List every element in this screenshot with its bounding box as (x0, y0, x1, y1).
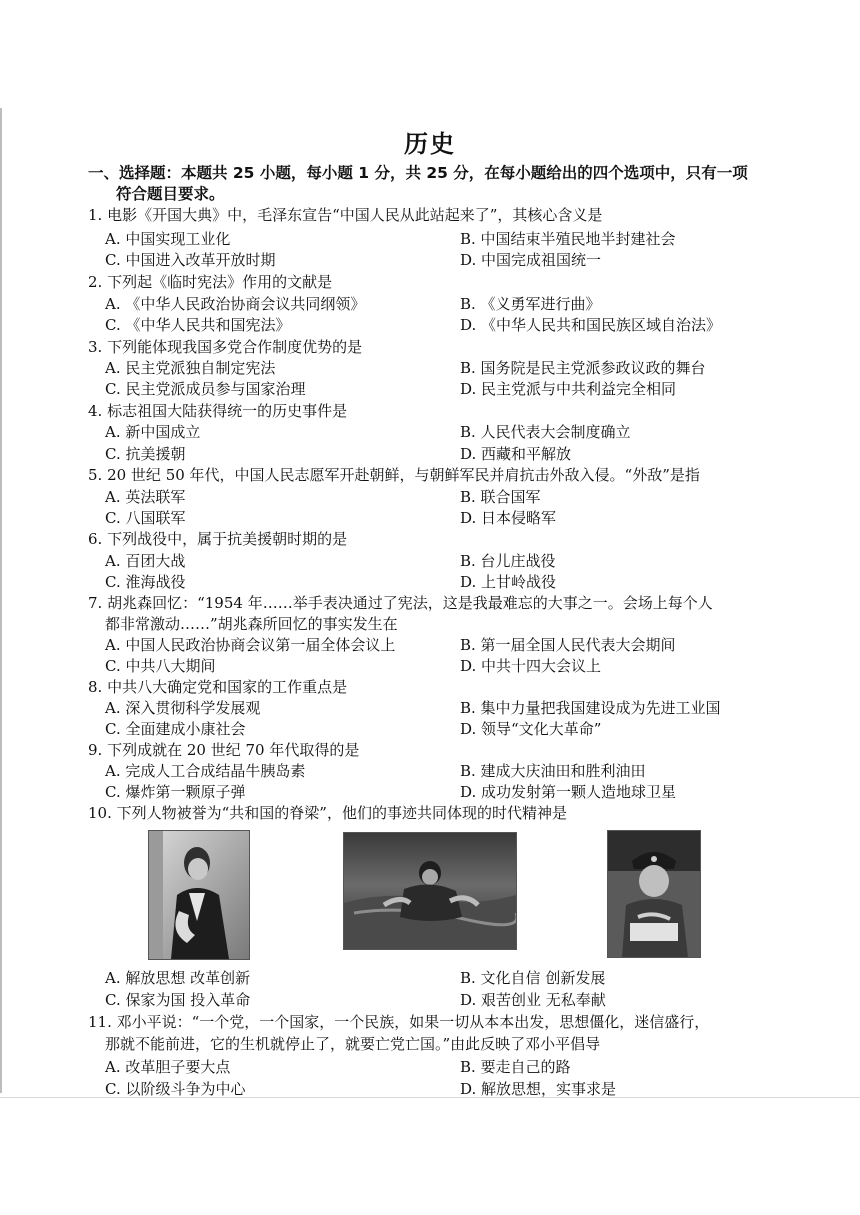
q10-option-d: D. 艰苦创业 无私奉献 (460, 991, 606, 1009)
section-heading (88, 163, 808, 205)
scan-edge (0, 108, 2, 1093)
q8-option-c: C. 全面建成小康社会 (105, 720, 246, 738)
swamp-worker-photo-image (344, 833, 516, 949)
q6-option-d: D. 上甘岭战役 (460, 573, 557, 591)
question-4-stem: 4. 标志祖国大陆获得统一的历史事件是 (88, 402, 348, 420)
q8-option-d: D. 领导“文化大革命” (460, 720, 602, 738)
q1-option-a: A. 中国实现工业化 (105, 230, 231, 248)
portrait-photo-3 (607, 830, 701, 958)
q1-option-b: B. 中国结束半殖民地半封建社会 (460, 230, 676, 248)
q9-option-d: D. 成功发射第一颗人造地球卫星 (460, 783, 677, 801)
q3-option-c: C. 民主党派成员参与国家治理 (105, 380, 306, 398)
q4-option-d: D. 西藏和平解放 (460, 445, 572, 463)
q6-option-c: C. 淮海战役 (105, 573, 186, 591)
q6-option-a: A. 百团大战 (105, 552, 186, 570)
q9-option-a: A. 完成人工合成结晶牛胰岛素 (105, 762, 306, 780)
q2-option-a: A. 《中华人民政治协商会议共同纲领》 (105, 295, 366, 313)
portrait-photo-1-image (149, 831, 249, 959)
q1-option-c: C. 中国进入改革开放时期 (105, 251, 276, 269)
question-2-stem: 2. 下列起《临时宪法》作用的文献是 (88, 273, 333, 291)
q11-option-a: A. 改革胆子要大点 (105, 1058, 231, 1076)
question-11-stem: 11. 邓小平说：“一个党，一个国家，一个民族，如果一切从本本出发，思想僵化，迷信盛行， (88, 1013, 710, 1031)
question-7-stem-cont: 都非常激动……”胡兆森所回忆的事实发生在 (105, 615, 398, 633)
q10-option-a: A. 解放思想 改革创新 (105, 969, 251, 987)
question-6-stem: 6. 下列战役中，属于抗美援朝时期的是 (88, 530, 348, 548)
q6-option-b: B. 台儿庄战役 (460, 552, 556, 570)
q7-option-a: A. 中国人民政治协商会议第一届全体会议上 (105, 636, 396, 654)
q7-option-b: B. 第一届全国人民代表大会期间 (460, 636, 676, 654)
section-heading-line1: 一、选择题：本题共 25 小题，每小题 1 分，共 25 分，在每小题给出的四个选项中，只有一项 (88, 164, 748, 182)
q5-option-b: B. 联合国军 (460, 488, 541, 506)
question-10-stem: 10. 下列人物被誉为“共和国的脊梁”，他们的事迹共同体现的时代精神是 (88, 804, 567, 822)
q2-option-d: D. 《中华人民共和国民族区域自治法》 (460, 316, 722, 334)
q8-option-b: B. 集中力量把我国建设成为先进工业国 (460, 699, 721, 717)
q7-option-c: C. 中共八大期间 (105, 657, 216, 675)
q8-option-a: A. 深入贯彻科学发展观 (105, 699, 261, 717)
q9-option-b: B. 建成大庆油田和胜利油田 (460, 762, 646, 780)
question-7-stem: 7. 胡兆森回忆：“1954 年……举手表决通过了宪法，这是我最难忘的大事之一。会场上每个人 (88, 594, 713, 612)
q5-option-c: C. 八国联军 (105, 509, 186, 527)
q9-option-c: C. 爆炸第一颗原子弹 (105, 783, 246, 801)
q3-option-d: D. 民主党派与中共利益完全相同 (460, 380, 677, 398)
question-3-stem: 3. 下列能体现我国多党合作制度优势的是 (88, 338, 363, 356)
swamp-worker-photo (343, 832, 517, 950)
q11-option-c: C. 以阶级斗争为中心 (105, 1080, 246, 1098)
q5-option-d: D. 日本侵略军 (460, 509, 557, 527)
question-9-stem: 9. 下列成就在 20 世纪 70 年代取得的是 (88, 741, 360, 759)
page-title: 历史 (404, 130, 456, 158)
q4-option-a: A. 新中国成立 (105, 423, 201, 441)
question-11-stem-cont: 那就不能前进，它的生机就停止了，就要亡党亡国。”由此反映了邓小平倡导 (105, 1035, 601, 1053)
question-8-stem: 8. 中共八大确定党和国家的工作重点是 (88, 678, 348, 696)
q11-option-b: B. 要走自己的路 (460, 1058, 571, 1076)
q11-option-d: D. 解放思想，实事求是 (460, 1080, 617, 1098)
portrait-photo-1 (148, 830, 250, 960)
section-heading-line2: 符合题目要求。 (116, 185, 225, 203)
q10-option-c: C. 保家为国 投入革命 (105, 991, 251, 1009)
q2-option-c: C. 《中华人民共和国宪法》 (105, 316, 291, 334)
question-1-stem: 1. 电影《开国大典》中，毛泽东宣告“中国人民从此站起来了”，其核心含义是 (88, 206, 603, 224)
q3-option-b: B. 国务院是民主党派参政议政的舞台 (460, 359, 706, 377)
q1-option-d: D. 中国完成祖国统一 (460, 251, 602, 269)
q4-option-b: B. 人民代表大会制度确立 (460, 423, 631, 441)
q7-option-d: D. 中共十四大会议上 (460, 657, 602, 675)
q5-option-a: A. 英法联军 (105, 488, 186, 506)
q4-option-c: C. 抗美援朝 (105, 445, 186, 463)
q3-option-a: A. 民主党派独自制定宪法 (105, 359, 276, 377)
q2-option-b: B. 《义勇军进行曲》 (460, 295, 601, 313)
portrait-photo-3-image (608, 831, 700, 957)
question-5-stem: 5. 20 世纪 50 年代，中国人民志愿军开赴朝鲜，与朝鲜军民并肩抗击外敌入侵。“外敌”是指 (88, 466, 700, 484)
q10-option-b: B. 文化自信 创新发展 (460, 969, 606, 987)
